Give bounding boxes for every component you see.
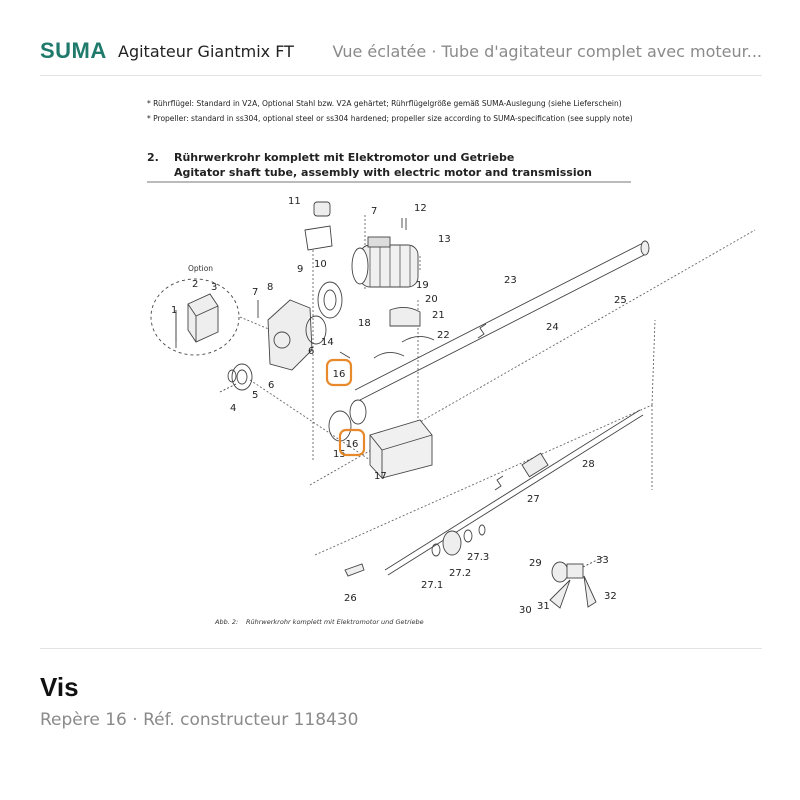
callout-8[interactable]: 8 bbox=[267, 282, 274, 293]
header bbox=[40, 38, 762, 72]
callout-3[interactable]: 3 bbox=[211, 282, 218, 293]
callout-24[interactable]: 24 bbox=[546, 322, 559, 333]
part-reference: Repère 16 · Réf. constructeur 118430 bbox=[40, 710, 359, 730]
callout-32[interactable]: 32 bbox=[604, 591, 617, 602]
callout-17[interactable]: 17 bbox=[374, 471, 387, 482]
callout-27-3[interactable]: 27.3 bbox=[467, 552, 490, 563]
callout-23[interactable]: 23 bbox=[504, 275, 517, 286]
section-title-en: Agitator shaft tube, assembly with electric motor and transmission bbox=[174, 166, 592, 179]
callout-6b[interactable]: 6 bbox=[268, 380, 275, 391]
section-title-de: Rührwerkrohr komplett mit Elektromotor und Getriebe bbox=[174, 151, 515, 164]
callout-4[interactable]: 4 bbox=[230, 403, 237, 414]
callout-20[interactable]: 20 bbox=[425, 294, 438, 305]
callout-30[interactable]: 30 bbox=[519, 605, 532, 616]
note-en: * Propeller: standard in ss304, optional steel or ss304 hardened; propeller size according to SUMA-specification (see supply note) bbox=[147, 114, 633, 123]
callout-15[interactable]: 15 bbox=[333, 449, 346, 460]
callout-16b[interactable]: 16 bbox=[345, 439, 359, 450]
callout-13[interactable]: 13 bbox=[438, 234, 451, 245]
callout-26[interactable]: 26 bbox=[344, 593, 357, 604]
note-de: * Rührflügel: Standard in V2A, Optional Stahl bzw. V2A gehärtet; Rührflügelgröße gemäß SUMA-Auslegung (siehe Lieferschein) bbox=[147, 99, 622, 108]
product-title: Agitateur Giantmix FT bbox=[118, 42, 294, 61]
callout-11[interactable]: 11 bbox=[288, 196, 301, 207]
callout-1[interactable]: 1 bbox=[171, 305, 178, 316]
callout-25[interactable]: 25 bbox=[614, 295, 627, 306]
exploded-view-diagram bbox=[40, 80, 762, 645]
brand-logo[interactable]: SUMA bbox=[40, 38, 107, 63]
callout-6a[interactable]: 6 bbox=[308, 346, 315, 357]
callout-27[interactable]: 27 bbox=[527, 494, 540, 505]
content-divider bbox=[40, 648, 762, 649]
callout-10[interactable]: 10 bbox=[314, 259, 327, 270]
callout-21[interactable]: 21 bbox=[432, 310, 445, 321]
figure-caption-prefix: Abb. 2: bbox=[215, 618, 239, 626]
callout-12[interactable]: 12 bbox=[414, 203, 427, 214]
part-name: Vis bbox=[40, 672, 79, 702]
callout-22[interactable]: 22 bbox=[437, 330, 450, 341]
callout-27-1[interactable]: 27.1 bbox=[421, 580, 444, 591]
callout-16a[interactable]: 16 bbox=[332, 369, 346, 380]
callout-33[interactable]: 33 bbox=[596, 555, 609, 566]
figure-caption: Rührwerkrohr komplett mit Elektromotor und Getriebe bbox=[246, 618, 424, 626]
callout-19[interactable]: 19 bbox=[416, 280, 429, 291]
callout-2[interactable]: 2 bbox=[192, 279, 199, 290]
header-divider bbox=[40, 75, 762, 76]
callout-31[interactable]: 31 bbox=[537, 601, 550, 612]
callout-14[interactable]: 14 bbox=[321, 337, 334, 348]
section-number: 2. bbox=[147, 151, 159, 164]
callout-29[interactable]: 29 bbox=[529, 558, 542, 569]
callout-7a[interactable]: 7 bbox=[371, 206, 378, 217]
option-label: Option bbox=[188, 264, 214, 273]
callout-27-2[interactable]: 27.2 bbox=[449, 568, 472, 579]
callout-7b[interactable]: 7 bbox=[252, 287, 259, 298]
callout-28[interactable]: 28 bbox=[582, 459, 595, 470]
callout-9[interactable]: 9 bbox=[297, 264, 304, 275]
callout-5[interactable]: 5 bbox=[252, 390, 259, 401]
breadcrumb[interactable]: Vue éclatée · Tube d'agitateur complet avec moteur... bbox=[332, 42, 762, 61]
callout-18[interactable]: 18 bbox=[358, 318, 371, 329]
